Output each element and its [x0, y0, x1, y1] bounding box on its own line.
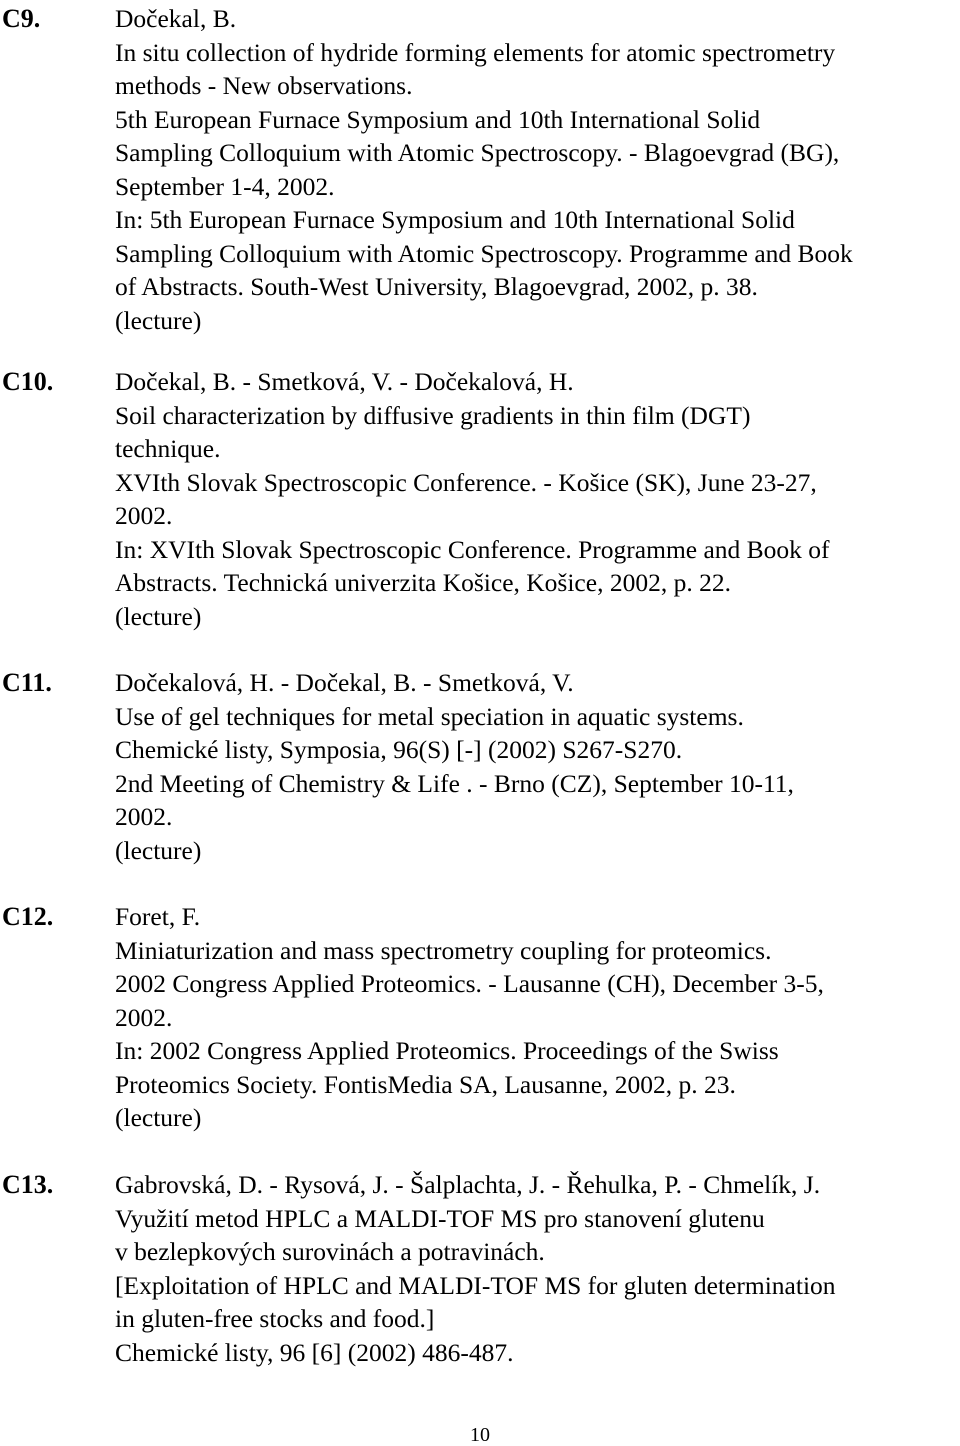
event-line: Sampling Colloquium with Atomic Spectroscopy. - Blagoevgrad (BG), [115, 138, 840, 167]
event-line: XVIth Slovak Spectroscopic Conference. - Košice (SK), June 23-27, [115, 467, 817, 497]
presentation-type: (lecture) [115, 1103, 202, 1132]
title-line: Soil characterization by diffusive gradients in thin film (DGT) [115, 400, 751, 430]
entry-number: C13. [2, 1170, 54, 1199]
source-line: In: XVIth Slovak Spectroscopic Conference. Programme and Book of [115, 534, 830, 564]
source-line: Chemické listy, Symposia, 96(S) [-] (2002) S267-S270. [115, 735, 683, 764]
title-line: methods - New observations. [115, 71, 413, 100]
entry-text [115, 900, 955, 1135]
title-line: technique. [115, 434, 221, 463]
entry-number: C12. [2, 902, 54, 931]
title-line: v bezlepkových surovinách a potravinách. [115, 1237, 545, 1266]
event-line: 2002 Congress Applied Proteomics. - Lausanne (CH), December 3-5, [115, 969, 824, 998]
source-line: Sampling Colloquium with Atomic Spectroscopy. Programme and Book [115, 238, 853, 268]
entry-number: C10. [2, 367, 54, 396]
entry-number: C9. [2, 4, 41, 33]
event-line: 2nd Meeting of Chemistry & Life . - Brno (CZ), September 10-11, [115, 768, 794, 798]
authors: Gabrovská, D. - Rysová, J. - Šalplachta, J. - Řehulka, P. - Chmelík, J. [115, 1170, 821, 1199]
presentation-type: (lecture) [115, 835, 202, 865]
source-line: Proteomics Society. FontisMedia SA, Lausanne, 2002, p. 23. [115, 1069, 736, 1099]
event-line: 5th European Furnace Symposium and 10th International Solid [115, 104, 761, 134]
authors: Dočekal, B. [115, 4, 237, 33]
event-line: 2002. [115, 501, 173, 530]
title-line: Use of gel techniques for metal speciation in aquatic systems. [115, 701, 744, 731]
entry-text [115, 2, 955, 337]
translated-title-line: in gluten-free stocks and food.] [115, 1304, 435, 1333]
entry-number: C11. [2, 668, 52, 697]
event-line: 2002. [115, 1002, 173, 1032]
translated-title-line: [Exploitation of HPLC and MALDI-TOF MS for gluten determination [115, 1270, 836, 1300]
page-number: 10 [470, 1424, 490, 1446]
title-line: In situ collection of hydride forming elements for atomic spectrometry [115, 37, 836, 67]
presentation-type: (lecture) [115, 305, 202, 335]
authors: Foret, F. [115, 902, 201, 931]
event-line: 2002. [115, 802, 173, 831]
event-line: September 1-4, 2002. [115, 171, 335, 201]
entry-text [115, 365, 955, 633]
authors: Dočekalová, H. - Dočekal, B. - Smetková, V. [115, 668, 574, 697]
authors: Dočekal, B. - Smetková, V. - Dočekalová, H. [115, 367, 574, 396]
source-line: Chemické listy, 96 [6] (2002) 486-487. [115, 1337, 514, 1367]
title-line: Miniaturization and mass spectrometry coupling for proteomics. [115, 935, 772, 965]
source-line: In: 2002 Congress Applied Proteomics. Proceedings of the Swiss [115, 1036, 779, 1065]
presentation-type: (lecture) [115, 601, 202, 631]
entry-text [115, 1168, 955, 1369]
source-line: In: 5th European Furnace Symposium and 10th International Solid [115, 205, 795, 234]
source-line: Abstracts. Technická univerzita Košice, Košice, 2002, p. 22. [115, 568, 731, 597]
source-line: of Abstracts. South-West University, Blagoevgrad, 2002, p. 38. [115, 272, 758, 301]
entry-text [115, 666, 955, 867]
title-line: Využití metod HPLC a MALDI-TOF MS pro stanovení glutenu [115, 1203, 765, 1233]
